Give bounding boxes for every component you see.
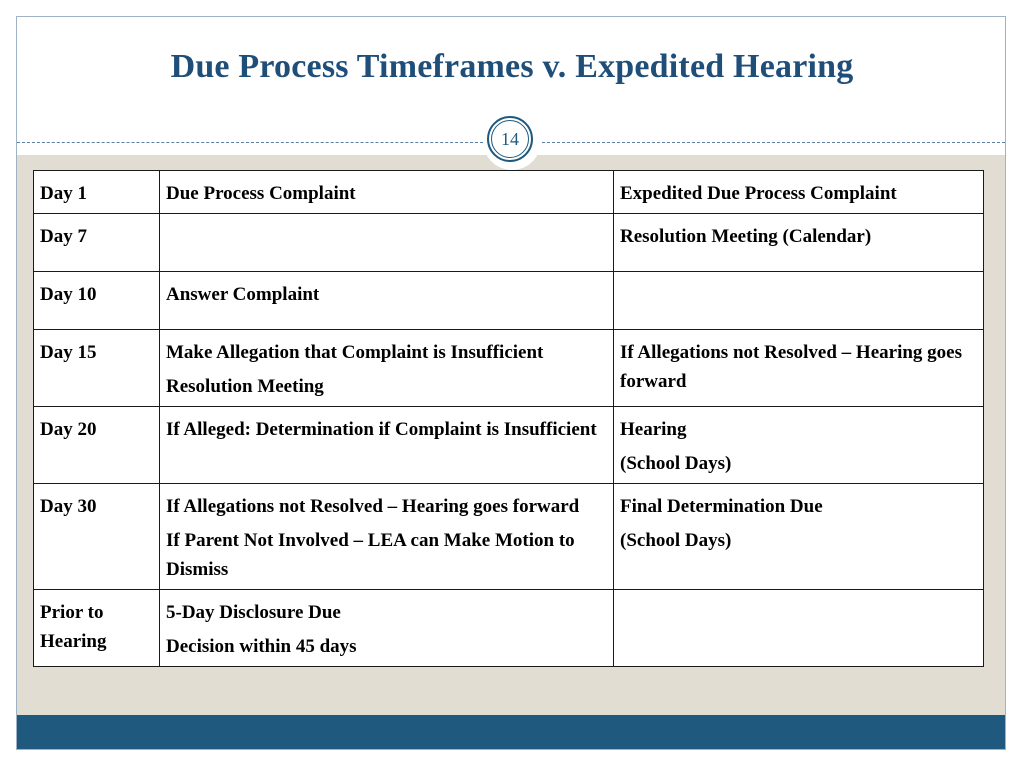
expedited-cell	[614, 590, 984, 667]
expedited-text: (School Days)	[620, 530, 732, 551]
table-row	[34, 214, 984, 272]
footer-bar	[17, 715, 1005, 749]
expedited-cell	[614, 484, 984, 590]
due-process-text: Resolution Meeting	[166, 376, 324, 397]
table-row	[34, 272, 984, 330]
day-label: Day 1	[40, 183, 87, 204]
page-number: 14	[491, 120, 529, 158]
table-row	[34, 171, 984, 214]
day-label: Day 10	[40, 284, 97, 305]
table-row	[34, 330, 984, 407]
day-label: Day 20	[40, 419, 97, 440]
due-process-cell	[160, 407, 614, 484]
expedited-text: Final Determination Due	[620, 496, 823, 517]
title-divider-right	[542, 142, 1005, 143]
day-cell	[34, 590, 160, 667]
due-process-cell	[160, 272, 614, 330]
due-process-cell	[160, 484, 614, 590]
expedited-text: Resolution Meeting (Calendar)	[620, 226, 872, 247]
due-process-text: If Alleged: Determination if Complaint is Insufficient	[166, 419, 597, 440]
expedited-cell	[614, 214, 984, 272]
due-process-cell	[160, 590, 614, 667]
table-row	[34, 407, 984, 484]
day-cell	[34, 171, 160, 214]
slide-title: Due Process Timeframes v. Expedited Hearing	[170, 48, 854, 85]
due-process-text: Decision within 45 days	[166, 636, 357, 657]
due-process-cell	[160, 171, 614, 214]
due-process-cell	[160, 330, 614, 407]
due-process-text: Make Allegation that Complaint is Insufficient	[166, 342, 544, 363]
expedited-text: Expedited Due Process Complaint	[620, 183, 897, 204]
expedited-cell	[614, 171, 984, 214]
day-label: Day 15	[40, 342, 97, 363]
day-label: Day 30	[40, 496, 97, 517]
expedited-text: Hearing	[620, 419, 687, 440]
timeframes-table-container	[33, 170, 983, 667]
day-label: Day 7	[40, 226, 87, 247]
expedited-cell	[614, 330, 984, 407]
due-process-text: Due Process Complaint	[166, 183, 356, 204]
day-cell	[34, 214, 160, 272]
expedited-cell	[614, 272, 984, 330]
table-row	[34, 590, 984, 667]
due-process-text: Answer Complaint	[166, 284, 320, 305]
due-process-text: If Parent Not Involved – LEA can Make Motion to Dismiss	[166, 530, 575, 580]
day-cell	[34, 330, 160, 407]
day-cell	[34, 407, 160, 484]
due-process-cell	[160, 214, 614, 272]
day-cell	[34, 484, 160, 590]
timeframes-table	[33, 170, 984, 667]
expedited-cell	[614, 407, 984, 484]
expedited-text: (School Days)	[620, 453, 732, 474]
title-divider-left	[17, 142, 483, 143]
expedited-text: If Allegations not Resolved – Hearing goes forward	[620, 342, 962, 392]
day-label: Prior to Hearing	[40, 602, 107, 652]
due-process-text: If Allegations not Resolved – Hearing goes forward	[166, 496, 580, 517]
day-cell	[34, 272, 160, 330]
table-row	[34, 484, 984, 590]
due-process-text: 5-Day Disclosure Due	[166, 602, 341, 623]
